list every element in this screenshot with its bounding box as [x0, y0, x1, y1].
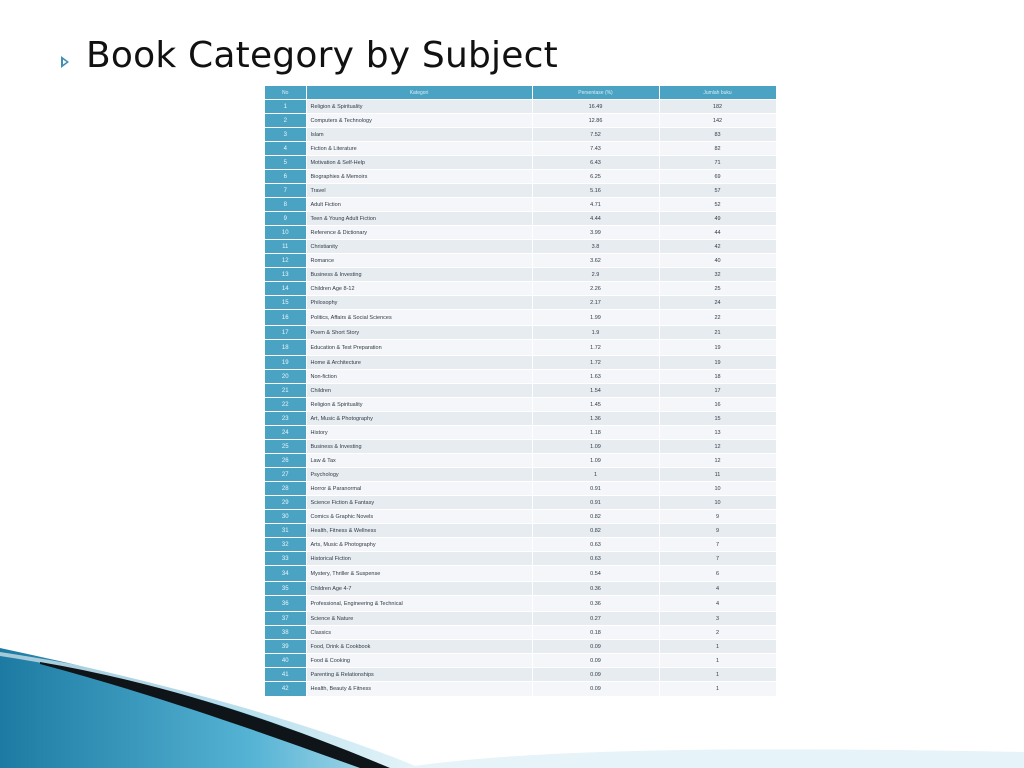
cell-no: 14 [265, 282, 306, 296]
cell-category: Parenting & Relationships [306, 668, 532, 682]
cell-count: 19 [659, 356, 776, 370]
cell-category: Food, Drink & Cookbook [306, 640, 532, 654]
cell-count: 24 [659, 296, 776, 310]
cell-percentage: 1.72 [532, 340, 659, 356]
cell-category: Children Age 4-7 [306, 582, 532, 596]
cell-percentage: 0.27 [532, 612, 659, 626]
cell-count: 52 [659, 198, 776, 212]
table-row [265, 626, 776, 640]
cell-no: 40 [265, 654, 306, 668]
cell-percentage: 0.09 [532, 668, 659, 682]
cell-no: 13 [265, 268, 306, 282]
cell-category: Children [306, 384, 532, 398]
cell-count: 19 [659, 340, 776, 356]
cell-percentage: 0.18 [532, 626, 659, 640]
cell-category: Science Fiction & Fantasy [306, 496, 532, 510]
cell-no: 37 [265, 612, 306, 626]
cell-percentage: 3.99 [532, 226, 659, 240]
cell-category: Health, Fitness & Wellness [306, 524, 532, 538]
cell-count: 18 [659, 370, 776, 384]
table-row [265, 370, 776, 384]
header-count: Jumlah buku [659, 86, 776, 100]
cell-no: 25 [265, 440, 306, 454]
cell-percentage: 7.43 [532, 142, 659, 156]
cell-count: 10 [659, 496, 776, 510]
cell-percentage: 0.91 [532, 496, 659, 510]
table-row [265, 482, 776, 496]
cell-no: 10 [265, 226, 306, 240]
cell-category: Religion & Spirituality [306, 100, 532, 114]
cell-category: Health, Beauty & Fitness [306, 682, 532, 696]
cell-count: 21 [659, 326, 776, 340]
table-row [265, 128, 776, 142]
cell-count: 2 [659, 626, 776, 640]
table-body [265, 100, 776, 696]
table-row [265, 538, 776, 552]
cell-percentage: 1.09 [532, 440, 659, 454]
cell-count: 4 [659, 582, 776, 596]
table-row [265, 156, 776, 170]
table-row [265, 412, 776, 426]
cell-percentage: 0.91 [532, 482, 659, 496]
cell-percentage: 4.71 [532, 198, 659, 212]
cell-category: Home & Architecture [306, 356, 532, 370]
cell-category: Motivation & Self-Help [306, 156, 532, 170]
cell-count: 12 [659, 454, 776, 468]
table-row [265, 184, 776, 198]
cell-percentage: 1 [532, 468, 659, 482]
decorative-swoosh [0, 640, 1024, 768]
cell-category: Professional, Engineering & Technical [306, 596, 532, 612]
cell-count: 82 [659, 142, 776, 156]
cell-category: Teen & Young Adult Fiction [306, 212, 532, 226]
table-row [265, 566, 776, 582]
cell-count: 1 [659, 682, 776, 696]
table-row [265, 426, 776, 440]
triangle-right-icon [58, 55, 72, 69]
cell-count: 11 [659, 468, 776, 482]
cell-percentage: 1.54 [532, 384, 659, 398]
cell-no: 18 [265, 340, 306, 356]
table-row [265, 524, 776, 538]
table-row [265, 326, 776, 340]
cell-no: 17 [265, 326, 306, 340]
cell-percentage: 3.8 [532, 240, 659, 254]
cell-percentage: 1.9 [532, 326, 659, 340]
cell-category: Historical Fiction [306, 552, 532, 566]
cell-no: 11 [265, 240, 306, 254]
cell-no: 29 [265, 496, 306, 510]
cell-no: 23 [265, 412, 306, 426]
cell-count: 1 [659, 668, 776, 682]
cell-category: Religion & Spirituality [306, 398, 532, 412]
cell-category: Christianity [306, 240, 532, 254]
cell-no: 7 [265, 184, 306, 198]
cell-category: Politics, Affairs & Social Sciences [306, 310, 532, 326]
table-row [265, 384, 776, 398]
cell-count: 6 [659, 566, 776, 582]
cell-count: 182 [659, 100, 776, 114]
cell-no: 30 [265, 510, 306, 524]
table-row [265, 582, 776, 596]
table-row [265, 468, 776, 482]
table-row [265, 198, 776, 212]
cell-category: History [306, 426, 532, 440]
cell-no: 6 [265, 170, 306, 184]
cell-category: Law & Tax [306, 454, 532, 468]
cell-percentage: 2.9 [532, 268, 659, 282]
cell-percentage: 2.17 [532, 296, 659, 310]
cell-no: 1 [265, 100, 306, 114]
cell-no: 5 [265, 156, 306, 170]
cell-count: 7 [659, 552, 776, 566]
table-row [265, 268, 776, 282]
cell-no: 15 [265, 296, 306, 310]
cell-category: Poem & Short Story [306, 326, 532, 340]
header-category: Kategori [306, 86, 532, 100]
table-header-row [265, 86, 776, 100]
category-table [265, 86, 777, 696]
cell-category: Philosophy [306, 296, 532, 310]
cell-no: 9 [265, 212, 306, 226]
cell-percentage: 1.72 [532, 356, 659, 370]
cell-no: 35 [265, 582, 306, 596]
cell-category: Business & Investing [306, 440, 532, 454]
cell-count: 49 [659, 212, 776, 226]
cell-category: Computers & Technology [306, 114, 532, 128]
header-no: No [265, 86, 306, 100]
table-row [265, 310, 776, 326]
cell-no: 42 [265, 682, 306, 696]
table-row [265, 100, 776, 114]
cell-percentage: 6.43 [532, 156, 659, 170]
header-percentage: Persentase (%) [532, 86, 659, 100]
cell-count: 25 [659, 282, 776, 296]
cell-no: 24 [265, 426, 306, 440]
cell-count: 83 [659, 128, 776, 142]
cell-no: 28 [265, 482, 306, 496]
table-row [265, 398, 776, 412]
cell-no: 21 [265, 384, 306, 398]
table-row [265, 282, 776, 296]
cell-category: Romance [306, 254, 532, 268]
cell-no: 41 [265, 668, 306, 682]
cell-category: Business & Investing [306, 268, 532, 282]
cell-percentage: 0.82 [532, 510, 659, 524]
cell-count: 42 [659, 240, 776, 254]
cell-no: 31 [265, 524, 306, 538]
cell-percentage: 0.36 [532, 596, 659, 612]
cell-count: 71 [659, 156, 776, 170]
cell-no: 33 [265, 552, 306, 566]
cell-category: Non-fiction [306, 370, 532, 384]
table-row [265, 454, 776, 468]
cell-no: 38 [265, 626, 306, 640]
cell-percentage: 7.52 [532, 128, 659, 142]
cell-count: 1 [659, 640, 776, 654]
cell-no: 26 [265, 454, 306, 468]
cell-count: 10 [659, 482, 776, 496]
table-row [265, 114, 776, 128]
cell-category: Education & Test Preparation [306, 340, 532, 356]
cell-count: 57 [659, 184, 776, 198]
slide-title: Book Category by Subject [86, 35, 558, 76]
cell-percentage: 1.63 [532, 370, 659, 384]
cell-category: Fiction & Literature [306, 142, 532, 156]
table-row [265, 170, 776, 184]
cell-percentage: 0.63 [532, 538, 659, 552]
cell-percentage: 1.99 [532, 310, 659, 326]
cell-category: Islam [306, 128, 532, 142]
cell-percentage: 4.44 [532, 212, 659, 226]
cell-category: Reference & Dictionary [306, 226, 532, 240]
cell-percentage: 1.18 [532, 426, 659, 440]
table-row [265, 226, 776, 240]
table-row [265, 552, 776, 566]
cell-percentage: 1.45 [532, 398, 659, 412]
cell-percentage: 0.09 [532, 654, 659, 668]
table-row [265, 254, 776, 268]
cell-no: 34 [265, 566, 306, 582]
cell-count: 9 [659, 524, 776, 538]
table-row [265, 212, 776, 226]
cell-count: 13 [659, 426, 776, 440]
cell-percentage: 1.09 [532, 454, 659, 468]
cell-no: 16 [265, 310, 306, 326]
cell-percentage: 0.54 [532, 566, 659, 582]
cell-count: 9 [659, 510, 776, 524]
cell-count: 7 [659, 538, 776, 552]
cell-count: 44 [659, 226, 776, 240]
cell-category: Travel [306, 184, 532, 198]
cell-no: 32 [265, 538, 306, 552]
cell-no: 27 [265, 468, 306, 482]
cell-count: 17 [659, 384, 776, 398]
cell-no: 36 [265, 596, 306, 612]
cell-count: 15 [659, 412, 776, 426]
cell-category: Psychology [306, 468, 532, 482]
table-row [265, 340, 776, 356]
cell-category: Food & Cooking [306, 654, 532, 668]
cell-percentage: 0.09 [532, 640, 659, 654]
cell-count: 4 [659, 596, 776, 612]
cell-percentage: 5.16 [532, 184, 659, 198]
cell-percentage: 1.36 [532, 412, 659, 426]
cell-percentage: 2.26 [532, 282, 659, 296]
cell-percentage: 3.62 [532, 254, 659, 268]
table-row [265, 596, 776, 612]
table-row [265, 142, 776, 156]
table-row [265, 510, 776, 524]
cell-no: 8 [265, 198, 306, 212]
cell-count: 3 [659, 612, 776, 626]
cell-percentage: 16.49 [532, 100, 659, 114]
cell-category: Biographies & Memoirs [306, 170, 532, 184]
cell-no: 19 [265, 356, 306, 370]
cell-count: 40 [659, 254, 776, 268]
cell-count: 12 [659, 440, 776, 454]
cell-count: 69 [659, 170, 776, 184]
table-row [265, 296, 776, 310]
table-row [265, 496, 776, 510]
cell-count: 142 [659, 114, 776, 128]
cell-no: 12 [265, 254, 306, 268]
cell-percentage: 0.36 [532, 582, 659, 596]
cell-category: Arts, Music & Photography [306, 538, 532, 552]
table-row [265, 240, 776, 254]
table-row [265, 612, 776, 626]
cell-percentage: 12.86 [532, 114, 659, 128]
cell-percentage: 0.63 [532, 552, 659, 566]
cell-count: 32 [659, 268, 776, 282]
cell-no: 3 [265, 128, 306, 142]
table-row [265, 356, 776, 370]
cell-category: Children Age 8-12 [306, 282, 532, 296]
cell-no: 4 [265, 142, 306, 156]
cell-percentage: 0.09 [532, 682, 659, 696]
cell-category: Adult Fiction [306, 198, 532, 212]
cell-category: Comics & Graphic Novels [306, 510, 532, 524]
cell-no: 22 [265, 398, 306, 412]
cell-category: Classics [306, 626, 532, 640]
cell-category: Art, Music & Photography [306, 412, 532, 426]
cell-percentage: 6.25 [532, 170, 659, 184]
cell-category: Science & Nature [306, 612, 532, 626]
cell-count: 16 [659, 398, 776, 412]
table-row [265, 440, 776, 454]
cell-category: Horror & Paranormal [306, 482, 532, 496]
cell-no: 2 [265, 114, 306, 128]
cell-category: Mystery, Thriller & Suspense [306, 566, 532, 582]
cell-percentage: 0.82 [532, 524, 659, 538]
cell-no: 20 [265, 370, 306, 384]
cell-count: 1 [659, 654, 776, 668]
cell-no: 39 [265, 640, 306, 654]
cell-count: 22 [659, 310, 776, 326]
